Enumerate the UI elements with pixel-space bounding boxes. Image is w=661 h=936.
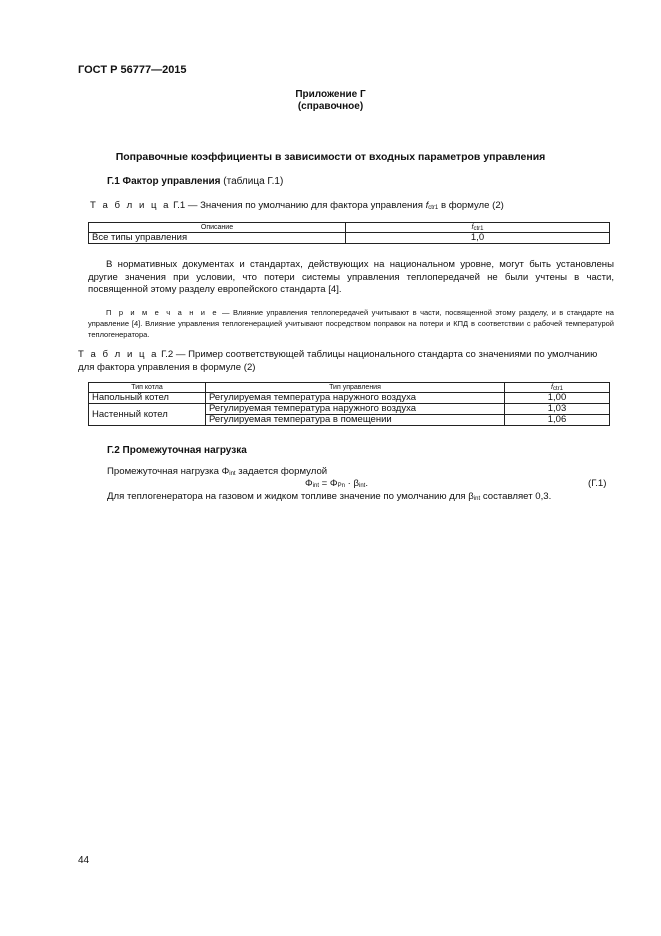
table2-header-row: [89, 383, 610, 393]
table2-header-control: Тип управления: [206, 383, 505, 393]
formula-g1: [305, 478, 368, 491]
formula-number: (Г.1): [588, 478, 607, 489]
table1-cell-description: Все типы управления: [89, 233, 346, 244]
note-text: — Влияние управления теплопередачей учитывают в части, посвященной этому разделу, и в стандарте на управление [4]. Влияние управления теплогенерацией учитывают посредством поправок на потери и КПД в соответствии с рабочей температурой теплогенератора.: [88, 308, 614, 339]
table-row: [89, 393, 610, 404]
section1-ref: (таблица Г.1): [223, 176, 284, 187]
table1-caption-text: — Значения по умолчанию для фактора управления: [187, 200, 423, 211]
section2-intro-text: Промежуточная нагрузка Φ: [107, 466, 230, 477]
table2-header-factor-sub: ctr1: [552, 386, 563, 392]
formula-lhs: Φ: [305, 478, 313, 489]
annex-subtitle: (справочное): [297, 101, 364, 112]
section1-title: [107, 176, 283, 187]
table1-caption-label: Т а б л и ц а: [90, 200, 171, 211]
section2-text-tail: составляет 0,3.: [482, 491, 552, 502]
section2-title: [107, 445, 247, 456]
formula-mid-sub: Pn: [337, 483, 345, 489]
section1-number-title: Г.1 Фактор управления: [107, 176, 221, 187]
formula-lhs-sub: int: [312, 483, 319, 489]
section-heading: Поправочные коэффициенты в зависимости от входных параметров управления: [115, 151, 546, 163]
table2-cell-value: 1,00: [505, 393, 610, 404]
table2-header-factor: [505, 383, 610, 393]
table2-caption: [78, 349, 614, 374]
section2-text-sub: int: [473, 496, 481, 502]
table2-header-factor-sym: f: [551, 384, 553, 391]
section2-text: [107, 491, 614, 504]
table2-cell-boiler: Настенный котел: [89, 404, 206, 426]
table1-header-factor: [346, 223, 610, 233]
formula-beta-sub: int: [358, 483, 366, 489]
table1-header-description: Описание: [89, 223, 346, 233]
table-row: [89, 404, 610, 415]
table2-cell-control: Регулируемая температура наружного воздуха: [206, 393, 505, 404]
section2-intro-tail: задается формулой: [238, 466, 328, 477]
table2-caption-num: Г.2: [161, 349, 174, 360]
formula-dot: · β: [344, 478, 359, 489]
note: [88, 307, 614, 340]
page-number: 44: [78, 855, 90, 866]
table2-cell-control: Регулируемая температура наружного воздуха: [206, 404, 505, 415]
table2-caption-label: Т а б л и ц а: [78, 349, 159, 360]
table1-caption-sym: f: [425, 200, 429, 211]
section2-intro: [107, 466, 327, 479]
section2-intro-sub: int: [229, 471, 236, 477]
table1-header-factor-sub: ctr1: [473, 226, 484, 232]
formula-mid: = Φ: [319, 478, 338, 489]
table1-caption-sub: ctr1: [428, 205, 439, 211]
paragraph-national-standards: В нормативных документах и стандартах, действующих на национальном уровне, могут быть установлены другие значения при условии, что потери системы управления теплопередачей не были учтены в части, посвященной этому разделу европейского стандарта [4].: [88, 259, 614, 295]
table1-cell-value: 1,0: [346, 233, 610, 244]
table1: [88, 222, 610, 244]
table-row: [89, 233, 610, 244]
table2-caption-text: — Пример соответствующей таблицы национального стандарта со значениями по умолчанию для фактора управления в формуле (2): [78, 349, 598, 373]
table2: [88, 382, 610, 426]
section2-title-text: Г.2 Промежуточная нагрузка: [107, 445, 247, 456]
table2-cell-value: 1,03: [505, 404, 610, 415]
section2-text-main: Для теплогенератора на газовом и жидком топливе значение по умолчанию для β: [107, 491, 474, 502]
table1-header-row: [89, 223, 610, 233]
table2-cell-value: 1,06: [505, 415, 610, 426]
table2-header-boiler: Тип котла: [89, 383, 206, 393]
table1-caption-tail: в формуле (2): [440, 200, 504, 211]
table1-caption-num: Г.1: [173, 200, 186, 211]
note-label: П р и м е ч а н и е: [106, 308, 219, 317]
standard-number: ГОСТ Р 56777—2015: [78, 64, 187, 76]
table2-cell-boiler: Напольный котел: [89, 393, 206, 404]
formula-end: .: [365, 478, 368, 489]
annex-title: Приложение Г: [295, 89, 366, 100]
table2-cell-control: Регулируемая температура в помещении: [206, 415, 505, 426]
table1-caption: [90, 200, 504, 213]
table1-header-factor-sym: f: [471, 224, 474, 231]
